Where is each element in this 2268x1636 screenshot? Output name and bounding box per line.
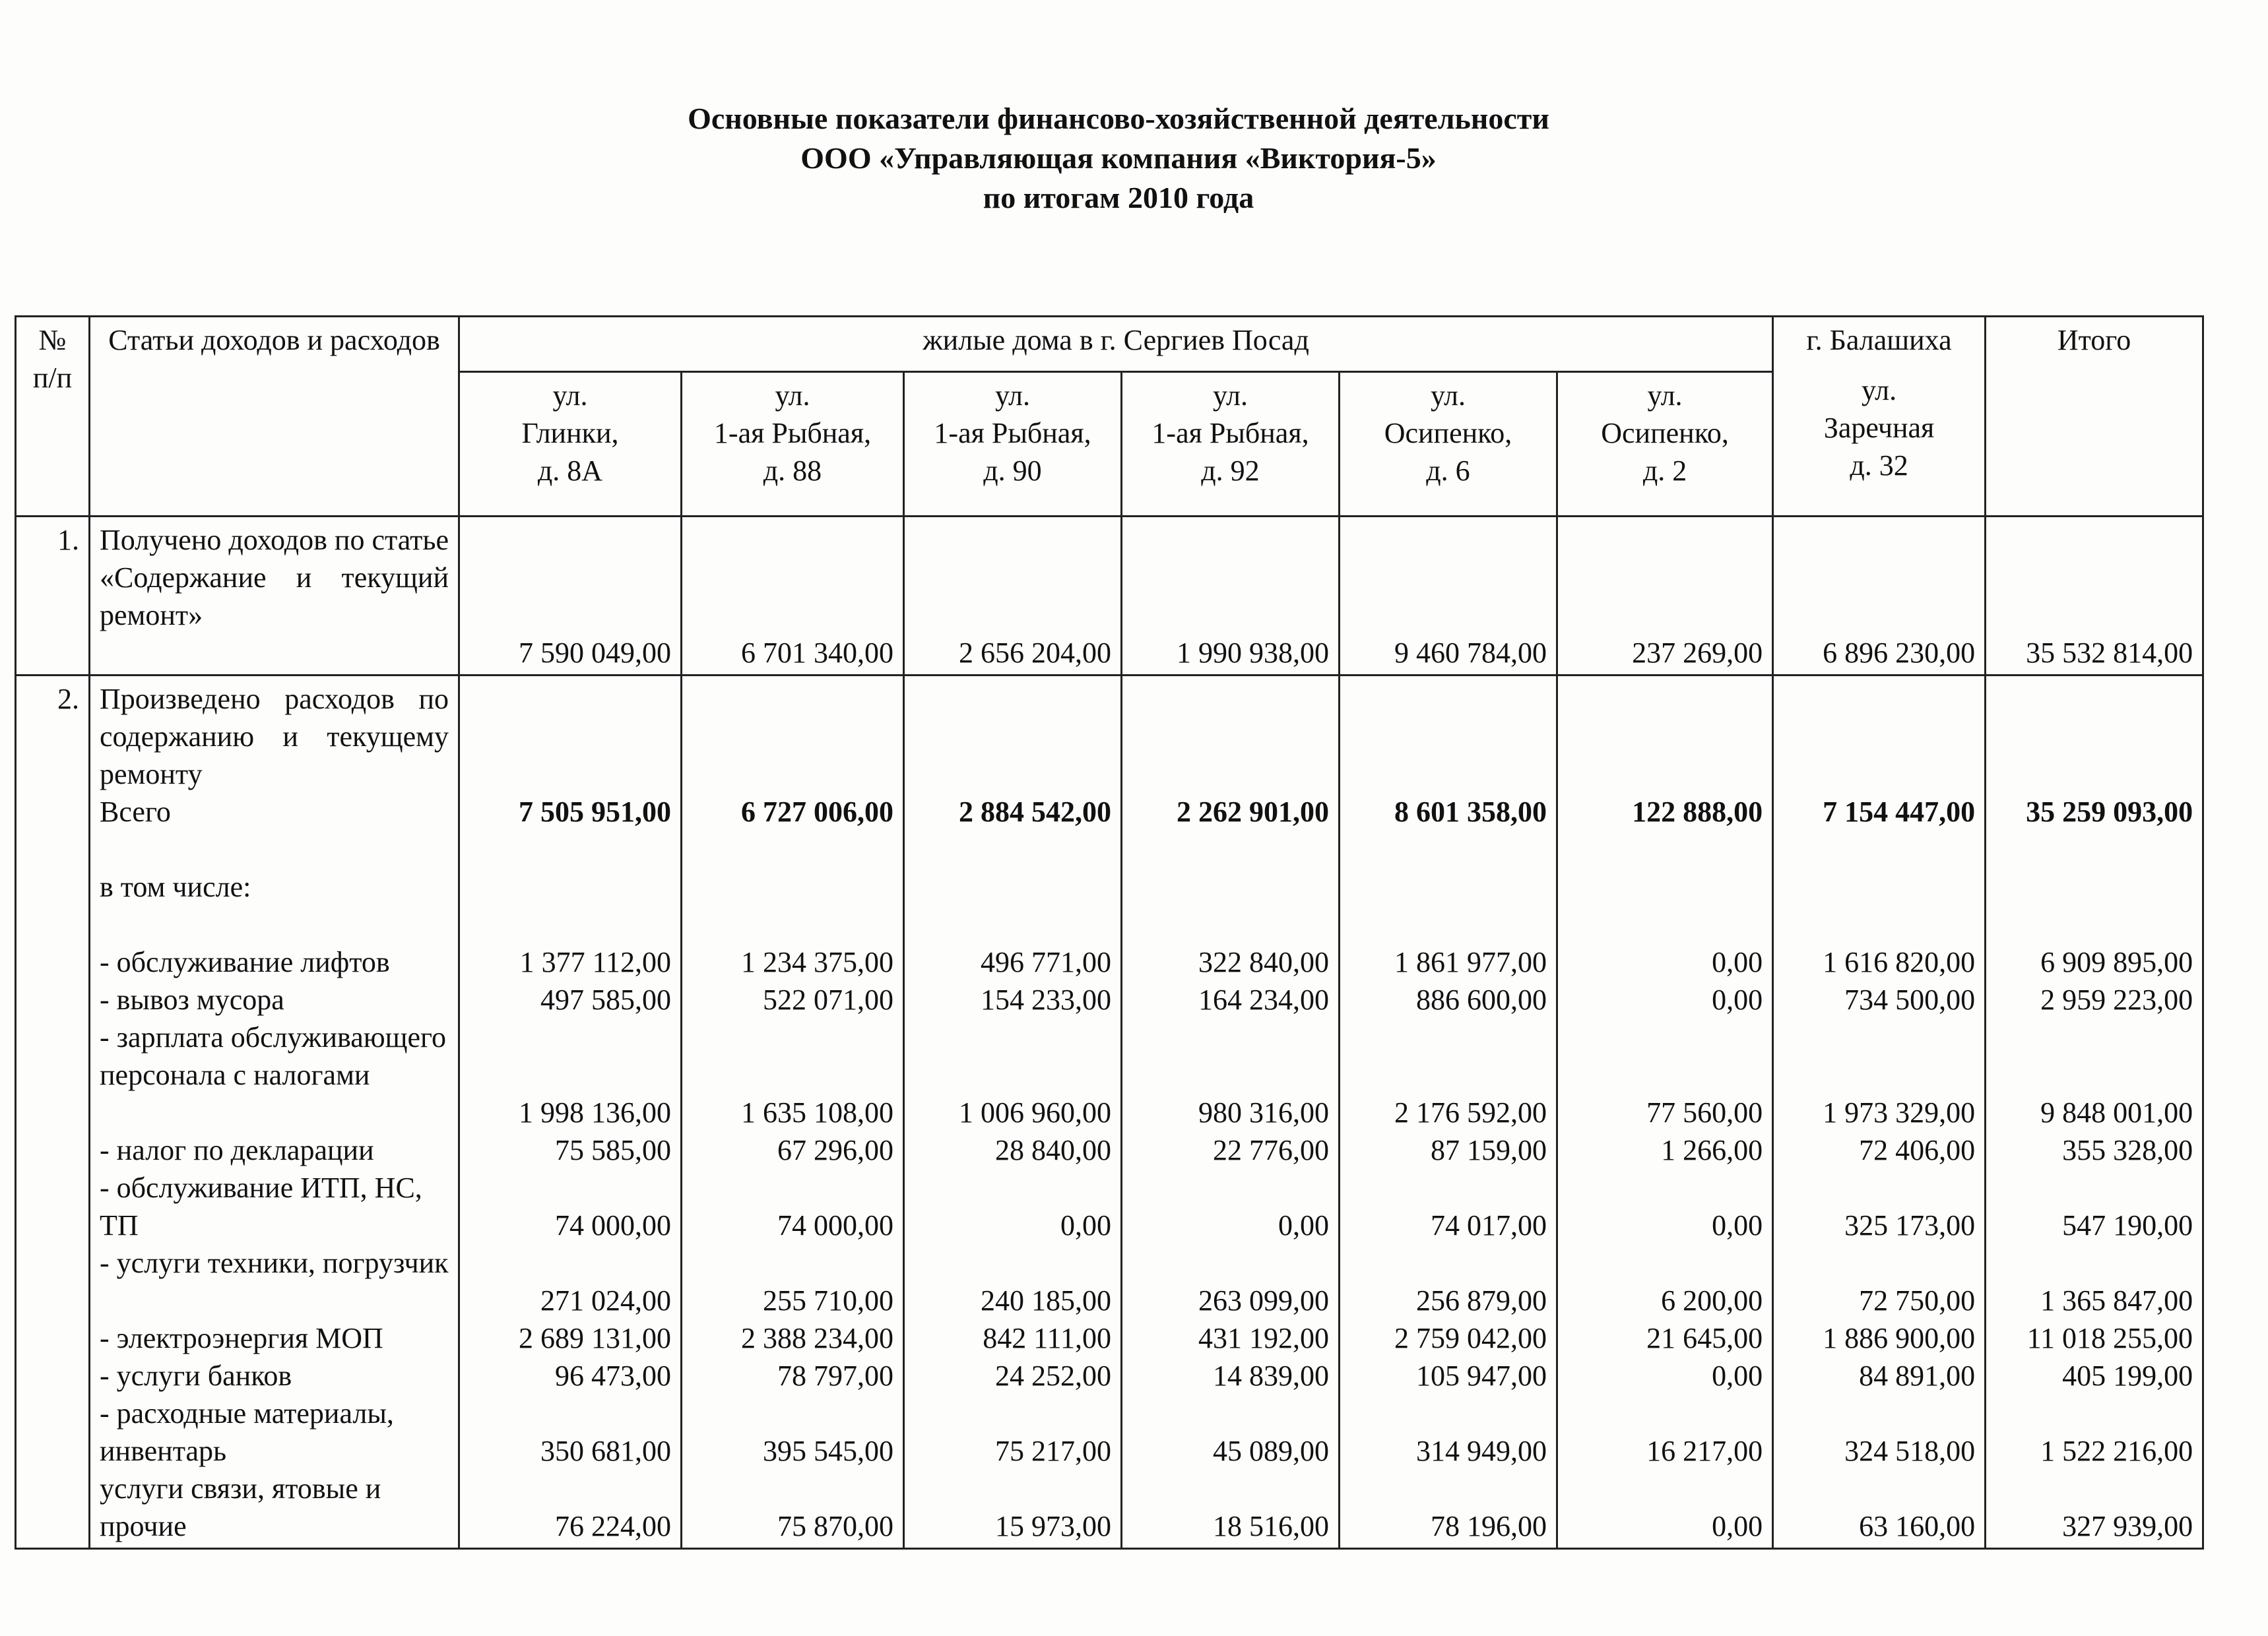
header-col-line2: 1-ая Рыбная,: [1151, 416, 1309, 449]
header-col-line2: 1-ая Рыбная,: [713, 416, 872, 449]
expense-item-value: 2 959 223,00: [2040, 984, 2193, 1016]
expense-item-value: 75 585,00: [555, 1134, 671, 1166]
expense-item-value: 154 233,00: [981, 984, 1111, 1016]
header-col-line1: ул.: [1862, 374, 1897, 406]
header-col-line1: ул.: [1212, 379, 1248, 412]
value-cell: 2 656 204,00: [904, 517, 1122, 676]
expense-item-value: 240 185,00: [981, 1284, 1111, 1317]
expense-item-value: 84 891,00: [1859, 1360, 1976, 1392]
expense-item-value: 78 196,00: [1431, 1510, 1547, 1542]
expense-item-value: 324 518,00: [1844, 1435, 1976, 1467]
expense-item-value: 87 159,00: [1431, 1134, 1547, 1166]
value-cell: 6 896 230,00: [1773, 517, 1986, 676]
header-total: Итого: [1986, 317, 2203, 517]
expense-item-label: - электроэнергия МОП: [100, 1322, 383, 1354]
expense-item-value: 6 200,00: [1661, 1284, 1763, 1317]
expense-item-value: 78 797,00: [777, 1360, 893, 1392]
expense-labels: [90, 676, 459, 1549]
expense-total-value: 7 505 951,00: [519, 796, 671, 828]
expense-item-value: 1 635 108,00: [741, 1096, 893, 1129]
expense-item-label: - обслуживание ИТП, НС, ТП: [100, 1172, 422, 1242]
expense-item-value: 1 377 112,00: [519, 946, 671, 978]
expense-item-value: 980 316,00: [1198, 1096, 1329, 1129]
expense-item-value: 431 192,00: [1198, 1322, 1329, 1354]
expense-item-value: 1 616 820,00: [1823, 946, 1976, 978]
expense-item-value: 96 473,00: [555, 1360, 671, 1392]
expense-item-label: - услуги техники, погрузчик: [100, 1247, 449, 1279]
expense-item-value: 0,00: [1712, 1360, 1763, 1392]
expense-item-value: 1 365 847,00: [2040, 1284, 2193, 1317]
expense-item-value: 15 973,00: [995, 1510, 1111, 1542]
row-num: 2.: [16, 676, 90, 1549]
expense-item-value: 74 017,00: [1431, 1209, 1547, 1242]
expense-item-value: 842 111,00: [983, 1322, 1111, 1354]
expense-values-col-6: [1557, 676, 1773, 1549]
expense-item-label: - обслуживание лифтов: [100, 946, 390, 978]
expense-item-value: 405 199,00: [2062, 1360, 2193, 1392]
expense-item-label: - налог по декларации: [100, 1134, 374, 1166]
expense-item-value: 63 160,00: [1859, 1510, 1976, 1542]
header-col-line3: д. 92: [1201, 454, 1260, 487]
title-line-2: ООО «Управляющая компания «Виктория-5»: [800, 141, 1437, 175]
header-col-osipenko-2: [1557, 371, 1773, 517]
expense-total-value: 35 259 093,00: [2026, 796, 2193, 828]
row-label: Произведено расходов по содержанию и текущему ремонту: [100, 683, 449, 790]
expense-item-label: услуги связи, ятовые и прочие: [100, 1472, 381, 1542]
expense-total-value: 6 727 006,00: [741, 796, 893, 828]
row-label: Получено доходов по статье «Содержание и текущий ремонт»: [90, 517, 459, 676]
expense-item-value: 497 585,00: [540, 984, 671, 1016]
value-cell: 6 701 340,00: [682, 517, 904, 676]
header-col-osipenko-6: [1340, 371, 1557, 517]
financial-table: [15, 315, 2204, 1550]
expense-item-value: 322 840,00: [1198, 946, 1329, 978]
expense-item-value: 1 006 960,00: [959, 1096, 1111, 1129]
expense-item-value: 76 224,00: [555, 1510, 671, 1542]
expense-item-value: 350 681,00: [540, 1435, 671, 1467]
header-col-rybnaya-90: [904, 371, 1122, 517]
header-col-rybnaya-92: [1122, 371, 1340, 517]
value-cell: 1 990 938,00: [1122, 517, 1340, 676]
expense-item-value: 72 750,00: [1859, 1284, 1976, 1317]
header-col-line3: д. 8А: [537, 454, 603, 487]
expense-item-value: 325 173,00: [1844, 1209, 1976, 1242]
header-col-line2: Глинки,: [521, 416, 619, 449]
title-line-3: по итогам 2010 года: [983, 181, 1254, 214]
table-row-income: [16, 517, 2203, 676]
title-line-1: Основные показатели финансово-хозяйственной деятельности: [688, 102, 1549, 135]
expense-item-value: 1 861 977,00: [1394, 946, 1547, 978]
expense-item-value: 0,00: [1278, 1209, 1329, 1242]
expense-item-value: 21 645,00: [1646, 1322, 1763, 1354]
expense-item-value: 11 018 255,00: [2026, 1322, 2193, 1354]
header-articles: Статьи доходов и расходов: [90, 317, 459, 517]
table-row-expenses: [16, 676, 2203, 1549]
expense-item-value: 74 000,00: [555, 1209, 671, 1242]
expense-item-value: 256 879,00: [1416, 1284, 1547, 1317]
expense-item-value: 1 998 136,00: [519, 1096, 671, 1129]
header-col-line1: ул.: [994, 379, 1031, 412]
header-col-line2: 1-ая Рыбная,: [934, 416, 1091, 449]
header-col-line2: Осипенко,: [1601, 416, 1729, 449]
header-group-balashikha: г. Балашиха: [1773, 317, 1986, 372]
expense-item-label: - зарплата обслуживающего персонала с налогами: [100, 1021, 446, 1091]
expense-item-value: 2 759 042,00: [1394, 1322, 1547, 1354]
expense-item-value: 547 190,00: [2062, 1209, 2193, 1242]
expense-item-value: 1 886 900,00: [1823, 1322, 1976, 1354]
expense-item-value: 75 217,00: [995, 1435, 1111, 1467]
header-col-rybnaya-88: [682, 371, 904, 517]
expense-item-value: 105 947,00: [1416, 1360, 1547, 1392]
expense-total-value: 2 262 901,00: [1177, 796, 1329, 828]
row-label-total: Всего: [100, 796, 171, 828]
expense-item-value: 14 839,00: [1213, 1360, 1329, 1392]
expense-item-value: 0,00: [1712, 1510, 1763, 1542]
header-col-line3: д. 88: [763, 454, 822, 487]
expense-item-value: 314 949,00: [1416, 1435, 1547, 1467]
header-num: № п/п: [16, 317, 90, 517]
header-col-line1: ул.: [552, 379, 588, 412]
expense-total-value: 8 601 358,00: [1394, 796, 1547, 828]
expense-item-value: 263 099,00: [1198, 1284, 1329, 1317]
expense-values-col-2: [682, 676, 904, 1549]
header-col-line3: д. 90: [983, 454, 1042, 487]
expense-values-col-5: [1340, 676, 1557, 1549]
expense-item-value: 886 600,00: [1416, 984, 1547, 1016]
header-col-line3: д. 6: [1426, 454, 1470, 487]
expense-values-col-1: [459, 676, 682, 1549]
expense-item-value: 164 234,00: [1198, 984, 1329, 1016]
expense-values-col-7: [1773, 676, 1986, 1549]
expense-item-value: 1 266,00: [1661, 1134, 1763, 1166]
expense-values-col-3: [904, 676, 1122, 1549]
expense-item-value: 0,00: [1712, 946, 1763, 978]
expense-item-value: 6 909 895,00: [2040, 946, 2193, 978]
header-col-zarechnaya-32: [1773, 371, 1986, 517]
header-col-line2: Осипенко,: [1384, 416, 1512, 449]
expense-item-value: 355 328,00: [2062, 1134, 2193, 1166]
expense-item-value: 45 089,00: [1213, 1435, 1329, 1467]
expense-item-value: 395 545,00: [763, 1435, 893, 1467]
expense-item-value: 1 522 216,00: [2040, 1435, 2193, 1467]
expense-item-label: - услуги банков: [100, 1360, 292, 1392]
value-cell: 9 460 784,00: [1340, 517, 1557, 676]
including-label: в том числе:: [100, 871, 251, 903]
expense-item-value: 9 848 001,00: [2040, 1096, 2193, 1129]
header-row-1: [16, 317, 2203, 372]
header-col-glinki-8a: [459, 371, 682, 517]
header-col-line3: д. 32: [1850, 449, 1908, 482]
expense-item-label: - расходные материалы, инвентарь: [100, 1397, 394, 1467]
expense-item-value: 28 840,00: [995, 1134, 1111, 1166]
expense-item-value: 522 071,00: [763, 984, 893, 1016]
expense-item-value: 75 870,00: [777, 1510, 893, 1542]
expense-item-value: 18 516,00: [1213, 1510, 1329, 1542]
row-num: 1.: [16, 517, 90, 676]
expense-item-value: 255 710,00: [763, 1284, 893, 1317]
expense-item-value: 0,00: [1712, 1209, 1763, 1242]
expense-item-label: - вывоз мусора: [100, 984, 284, 1016]
expense-item-value: 77 560,00: [1646, 1096, 1763, 1129]
expense-item-value: 24 252,00: [995, 1360, 1111, 1392]
expense-item-value: 2 689 131,00: [519, 1322, 671, 1354]
expense-item-value: 734 500,00: [1844, 984, 1976, 1016]
expense-total-value: 7 154 447,00: [1823, 796, 1976, 828]
header-col-line1: ул.: [1647, 379, 1683, 412]
expense-total-value: 122 888,00: [1632, 796, 1763, 828]
header-col-line1: ул.: [1430, 379, 1466, 412]
expense-item-value: 72 406,00: [1859, 1134, 1976, 1166]
expense-values-col-total: [1986, 676, 2203, 1549]
header-col-line3: д. 2: [1642, 454, 1687, 487]
expense-item-value: 1 234 375,00: [741, 946, 893, 978]
expense-item-value: 496 771,00: [981, 946, 1111, 978]
expense-item-value: 22 776,00: [1213, 1134, 1329, 1166]
expense-item-value: 1 973 329,00: [1823, 1096, 1976, 1129]
expense-item-value: 0,00: [1060, 1209, 1111, 1242]
header-group-sergiev-posad: жилые дома в г. Сергиев Посад: [459, 317, 1773, 372]
expense-item-value: 2 388 234,00: [741, 1322, 893, 1354]
expense-values-col-4: [1122, 676, 1340, 1549]
expense-item-value: 271 024,00: [540, 1284, 671, 1317]
expense-item-value: 327 939,00: [2062, 1510, 2193, 1542]
value-cell: 7 590 049,00: [459, 517, 682, 676]
header-col-line1: ул.: [775, 379, 810, 412]
expense-total-value: 2 884 542,00: [959, 796, 1111, 828]
value-cell: 35 532 814,00: [1986, 517, 2203, 676]
expense-item-value: 2 176 592,00: [1394, 1096, 1547, 1129]
expense-item-value: 16 217,00: [1646, 1435, 1763, 1467]
header-col-line2: Заречная: [1823, 412, 1935, 444]
document-title: [0, 99, 2237, 218]
expense-item-value: 74 000,00: [777, 1209, 893, 1242]
value-cell: 237 269,00: [1557, 517, 1773, 676]
expense-item-value: 67 296,00: [777, 1134, 893, 1166]
expense-item-value: 0,00: [1712, 984, 1763, 1016]
